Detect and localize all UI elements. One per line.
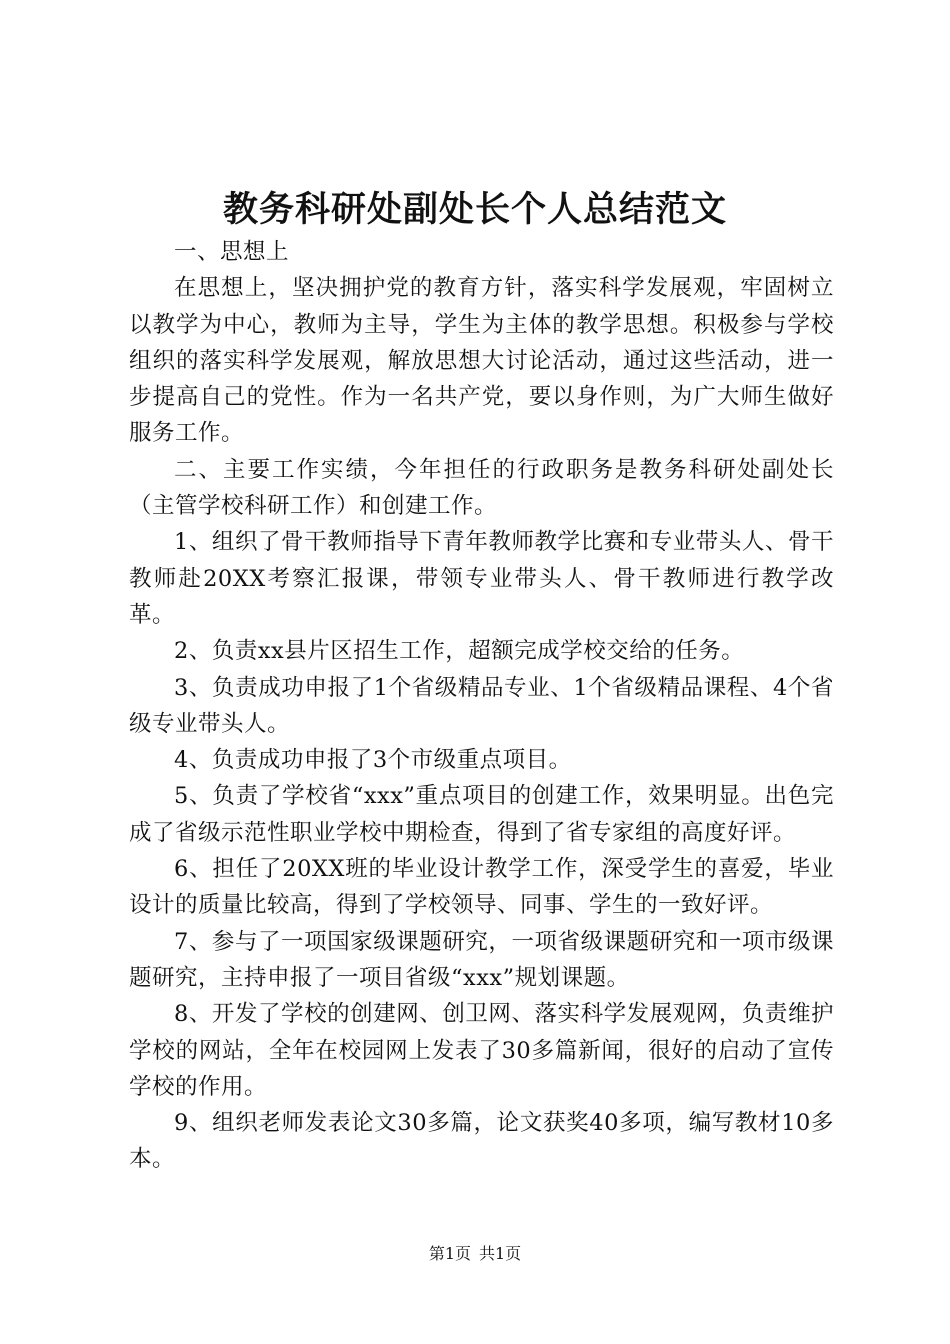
list-item-8: 8、开发了学校的创建网、创卫网、落实科学发展观网，负责维护学校的网站，全年在校园网上发表了30多篇新闻，很好的启动了宣传学校的作用。 bbox=[129, 1001, 834, 1100]
list-item-7: 7、参与了一项国家级课题研究，一项省级课题研究和一项市级课题研究，主持申报了一项目省级“xxx”规划课题。 bbox=[129, 928, 834, 991]
list-item-2: 2、负责xx县片区招生工作，超额完成学校交给的任务。 bbox=[174, 638, 745, 665]
list-item-4: 4、负责成功申报了3个市级重点项目。 bbox=[174, 747, 572, 774]
section-heading-thought: 一、思想上 bbox=[174, 239, 290, 265]
section-heading-achievements: 二、主要工作实绩，今年担任的行政职务是教务科研处副处长（主管学校科研工作）和创建工作。 bbox=[129, 456, 834, 520]
list-item-3: 3、负责成功申报了1个省级精品专业、1个省级精品课程、4个省级专业带头人。 bbox=[129, 674, 834, 737]
list-item-1: 1、组织了骨干教师指导下青年教师教学比赛和专业带头人、骨干教师赴20XX考察汇报课，带领专业带头人、骨干教师进行教学改革。 bbox=[129, 529, 834, 628]
page-number: 第1页 bbox=[428, 1244, 471, 1263]
document-body bbox=[129, 234, 834, 1178]
list-item-6: 6、担任了20XX班的毕业设计教学工作，深受学生的喜爱，毕业设计的质量比较高，得到了学校领导、同事、学生的一致好评。 bbox=[129, 856, 834, 919]
paragraph-thought: 在思想上，坚决拥护党的教育方针，落实科学发展观，牢固树立以教学为中心，教师为主导，学生为主体的教学思想。积极参与学校组织的落实科学发展观，解放思想大讨论活动，通过这些活动，进一步提高自己的党性。作为一名共产党，要以身作则，为广大师生做好服务工作。 bbox=[129, 275, 834, 447]
page-total: 共1页 bbox=[479, 1244, 522, 1263]
document-title: 教务科研处副处长个人总结范文 bbox=[222, 189, 727, 230]
list-item-9: 9、组织老师发表论文30多篇，论文获奖40多项，编写教材10多本。 bbox=[129, 1110, 834, 1173]
page-footer bbox=[0, 1243, 950, 1265]
list-item-5: 5、负责了学校省“xxx”重点项目的创建工作，效果明显。出色完成了省级示范性职业学校中期检查，得到了省专家组的高度好评。 bbox=[129, 783, 834, 846]
